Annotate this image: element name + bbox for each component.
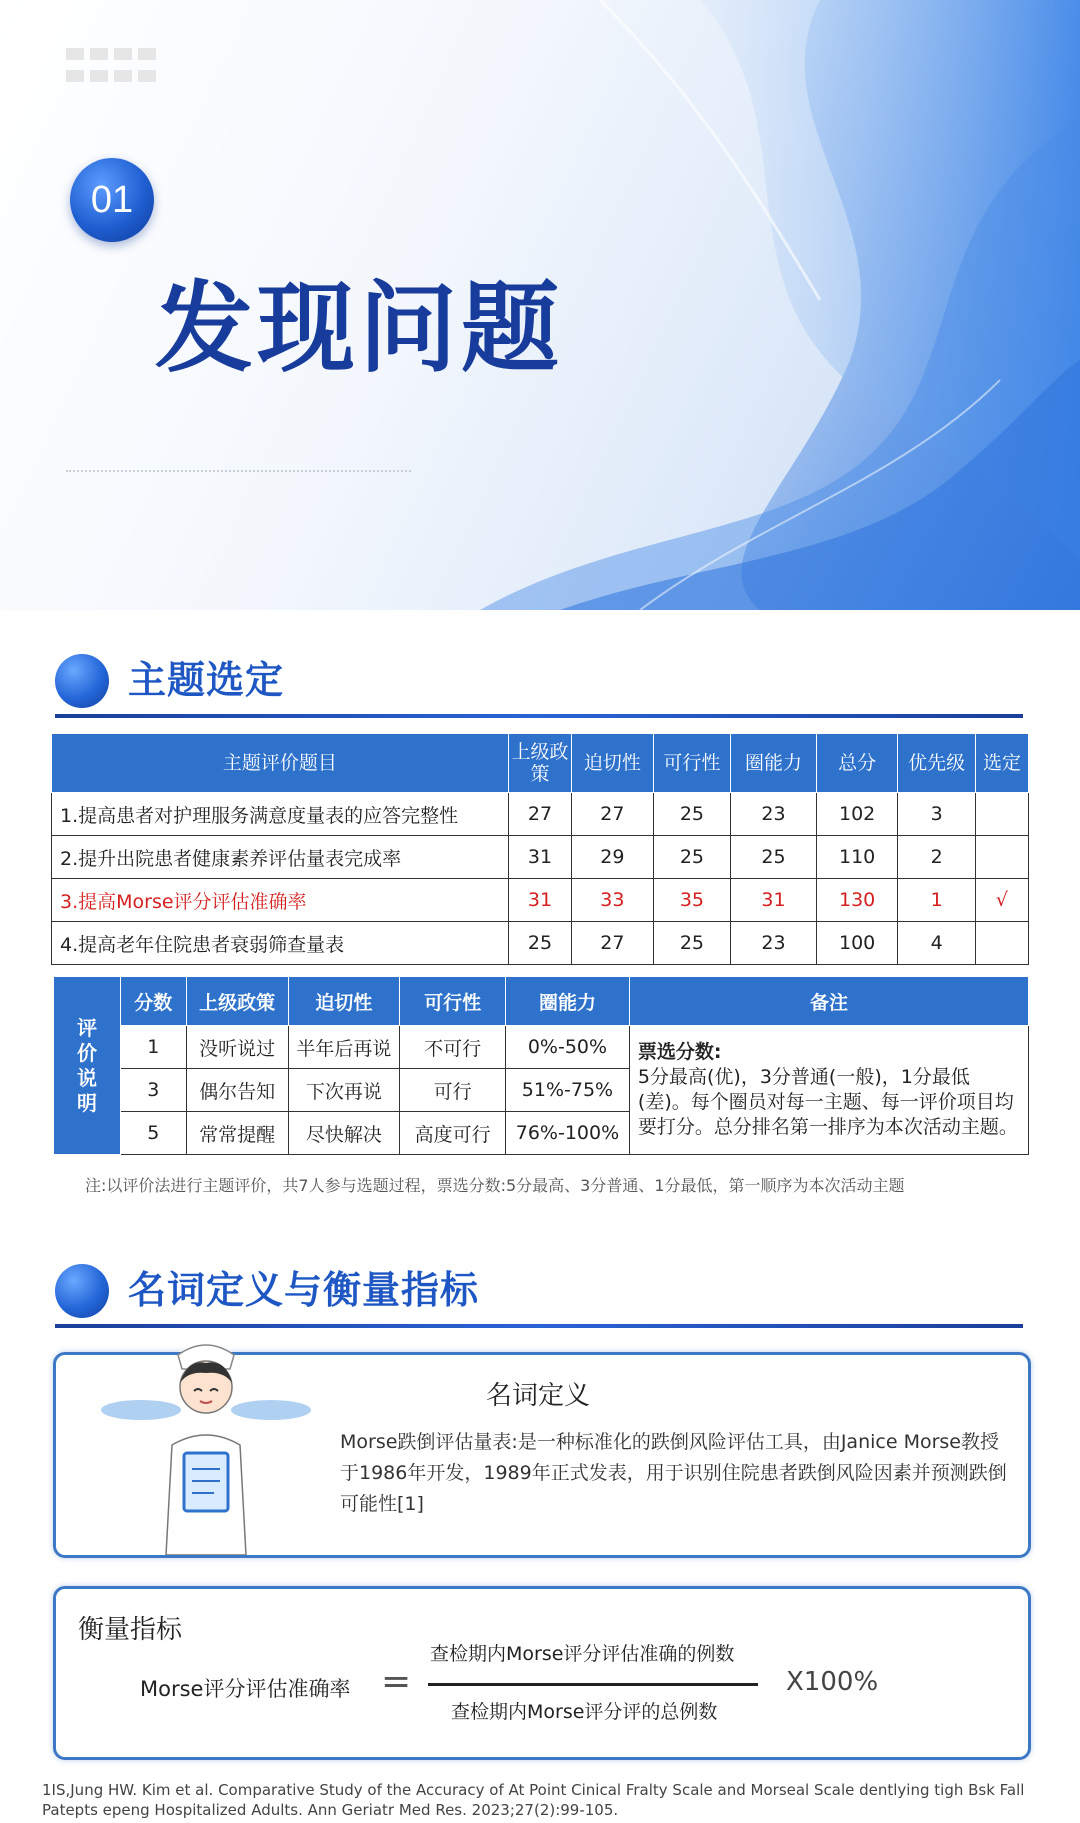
column-header: 主题评价题目 [52,734,509,793]
selected-cell [975,836,1028,879]
hero-banner [0,0,1080,610]
section-header-definition [55,1256,1025,1326]
column-header: 圈能力 [731,734,817,793]
score-cell: 31 [508,879,571,922]
criteria-cell: 半年后再说 [288,1026,400,1069]
score-value: 3 [120,1069,186,1112]
definition-text: Morse跌倒评估量表:是一种标准化的跌倒风险评估工具，由Janice Morse教授于1986年开发，1989年正式发表，用于识别住院患者跌倒风险因素并预测跌倒可能性[1] [340,1431,1007,1515]
priority-cell: 1 [898,879,976,922]
formula-numerator: 查检期内Morse评分评估准确的例数 [430,1643,735,1665]
formula-multiplier: X100% [786,1667,879,1697]
criteria-cell: 76%-100% [505,1112,629,1155]
total-cell: 110 [816,836,898,879]
topic-cell: 3.提高Morse评分评估准确率 [52,879,509,922]
priority-cell: 3 [898,793,976,836]
column-header: 选定 [975,734,1028,793]
priority-cell: 4 [898,922,976,965]
table-header-row [52,734,1029,793]
score-cell: 25 [653,793,731,836]
section-title: 主题选定 [128,658,285,702]
score-cell: 25 [653,836,731,879]
checkmark-cell: √ [975,879,1028,922]
dotted-divider [66,470,411,472]
column-header: 迫切性 [572,734,654,793]
definition-title: 名词定义 [486,1381,591,1411]
definition-card [53,1352,1031,1558]
column-header: 可行性 [653,734,731,793]
score-cell: 31 [731,879,817,922]
score-cell: 23 [731,793,817,836]
criteria-cell: 不可行 [400,1026,506,1069]
topic-cell: 1.提高患者对护理服务满意度量表的应答完整性 [52,793,509,836]
criteria-cell: 高度可行 [400,1112,506,1155]
score-cell: 27 [572,793,654,836]
section-underline [55,714,1023,718]
column-header: 上级政策 [186,977,288,1026]
criteria-cell: 可行 [400,1069,506,1112]
column-header: 分数 [120,977,186,1026]
remark-title: 票选分数: [637,1041,722,1063]
score-value: 1 [120,1026,186,1069]
score-cell: 25 [731,836,817,879]
section-underline [55,1324,1023,1328]
criteria-cell: 常常提醒 [186,1112,288,1155]
score-cell: 25 [653,922,731,965]
logo-placeholder [66,48,160,86]
section-header-topic [55,646,1025,716]
topic-cell: 4.提高老年住院患者衰弱筛查量表 [52,922,509,965]
section-number-badge: 01 [70,158,154,242]
remark-text: 5分最高(优)，3分普通(一般)，1分最低(差)。每个圈员对每一主题、每一评价项目均要打分。总分排名第一排序为本次活动主题。 [637,1066,1018,1138]
column-header: 圈能力 [505,977,629,1026]
table-footnote: 注:以评价法进行主题评价，共7人参与选题过程，票选分数:5分最高、3分普通、1分最低，第一顺序为本次活动主题 [85,1176,905,1195]
criteria-cell: 51%-75% [505,1069,629,1112]
column-header: 可行性 [400,977,506,1026]
metric-card [53,1586,1031,1760]
table-row [52,836,1029,879]
table-row [52,922,1029,965]
table-row-selected [52,879,1029,922]
selected-cell [975,922,1028,965]
score-cell: 27 [508,793,571,836]
score-value: 5 [120,1112,186,1155]
topic-cell: 2.提升出院患者健康素养评估量表完成率 [52,836,509,879]
score-cell: 29 [572,836,654,879]
criteria-cell: 没听说过 [186,1026,288,1069]
equals-sign: = [381,1661,412,1702]
column-header: 优先级 [898,734,976,793]
score-cell: 31 [508,836,571,879]
formula-label: Morse评分评估准确率 [140,1677,351,1701]
criteria-cell: 偶尔告知 [186,1069,288,1112]
score-cell: 35 [653,879,731,922]
total-cell: 130 [816,879,898,922]
total-cell: 102 [816,793,898,836]
criteria-cell: 下次再说 [288,1069,400,1112]
table-header-row [54,977,1029,1026]
scoring-criteria-table [53,976,1029,1155]
fraction-bar [428,1683,758,1686]
table-row [52,793,1029,836]
score-cell: 27 [572,922,654,965]
page-title: 发现问题 [155,272,564,386]
column-header: 总分 [816,734,898,793]
remark-cell [629,1026,1028,1155]
total-cell: 100 [816,922,898,965]
selected-cell [975,793,1028,836]
bullet-ball-icon [55,654,109,708]
column-header: 迫切性 [288,977,400,1026]
criteria-cell: 尽快解决 [288,1112,400,1155]
score-cell: 23 [731,922,817,965]
reference-citation: 1IS,Jung HW. Kim et al. Comparative Study of the Accuracy of At Point Cinical Fralty Scale and Morseal Scale dentlying tigh Bsk Fall Patepts epeng Hospitalized Adults. Ann Geriatr Med Res. 2023;27(2):99-105. [42,1781,1025,1819]
table-row [54,1026,1029,1069]
metric-title: 衡量指标 [78,1615,183,1645]
column-header: 上级政策 [508,734,571,793]
section-title: 名词定义与衡量指标 [128,1268,480,1312]
side-label: 评价说明 [54,977,121,1155]
formula-denominator: 查检期内Morse评分评的总例数 [451,1701,718,1723]
bullet-ball-icon [55,1264,109,1318]
column-header: 备注 [629,977,1028,1026]
score-cell: 33 [572,879,654,922]
topic-evaluation-table [51,733,1029,965]
score-cell: 25 [508,922,571,965]
nurse-illustration-icon [96,1335,316,1555]
priority-cell: 2 [898,836,976,879]
criteria-cell: 0%-50% [505,1026,629,1069]
